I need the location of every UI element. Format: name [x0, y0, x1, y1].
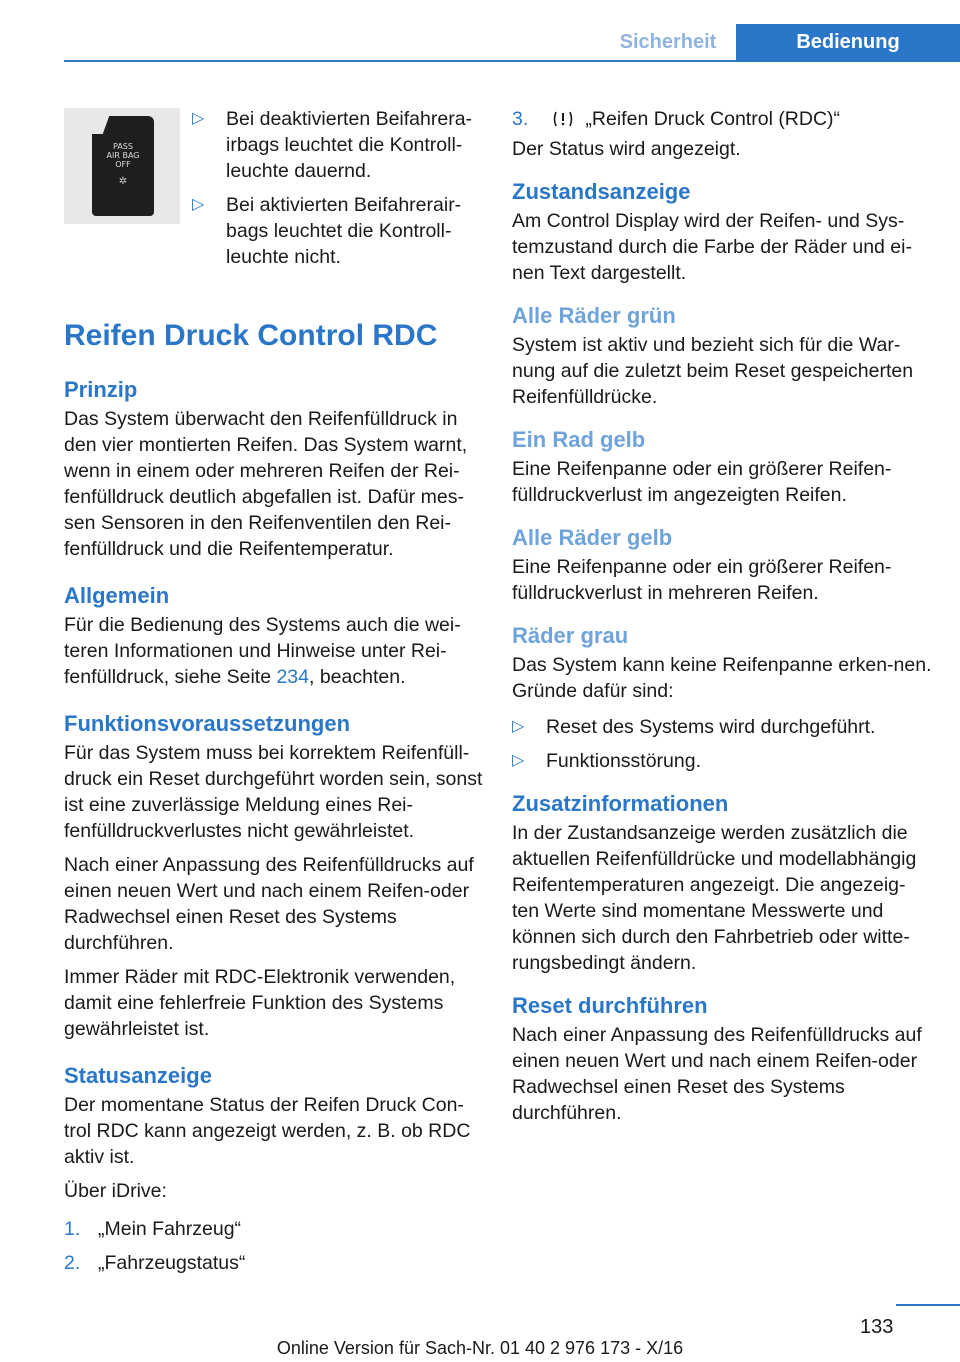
section-heading-funktionsvoraussetzungen: Funktionsvoraussetzungen	[64, 711, 351, 736]
paragraph: Am Control Display wird der Reifen- und Sys-temzustand durch die Farbe der Räder und ei-nen Text dargestellt.	[512, 210, 912, 284]
list-item	[64, 1216, 484, 1242]
subheading-alle-raeder-gelb: Alle Räder gelb	[512, 525, 673, 550]
triangle-bullet-icon: ▷	[512, 752, 525, 769]
paragraph-text: , beachten.	[309, 666, 406, 688]
paragraph: Eine Reifenpanne oder ein größerer Reifen-fülldruckverlust im angezeigten Reifen.	[512, 458, 892, 506]
tab-bedienung[interactable]: Bedienung	[736, 24, 960, 61]
section-heading-reset-durchfuehren: Reset durchführen	[512, 993, 708, 1018]
section-heading-statusanzeige: Statusanzeige	[64, 1063, 212, 1088]
list-item	[512, 106, 932, 132]
paragraph: Der momentane Status der Reifen Druck Con-trol RDC kann angezeigt werden, z. B. ob RDC aktiv ist.	[64, 1094, 471, 1168]
step-text: „Mein Fahrzeug“	[98, 1218, 242, 1240]
airbag-bullet-list	[192, 106, 482, 278]
tab-sicherheit[interactable]: Sicherheit	[600, 24, 736, 61]
paragraph-text: Für die Bedienung des Systems auch die wei-teren Informationen und Hinweise unter Rei-fenfülldruck, siehe Seite	[64, 614, 461, 688]
footer-online-version: Online Version für Sach-Nr. 01 40 2 976 173 - X/16	[276, 1338, 684, 1358]
step-text: „Reifen Druck Control (RDC)“	[585, 108, 841, 130]
bullet-text: Bei deaktivierten Beifahrera-irbags leuchtet die Kontroll-leuchte dauernd.	[226, 108, 473, 182]
triangle-bullet-icon: ▷	[192, 110, 205, 127]
list-item	[192, 106, 482, 184]
header-rule	[64, 60, 960, 62]
step-number: 1.	[64, 1218, 81, 1240]
paragraph: In der Zustandsanzeige werden zusätzlich die aktuellen Reifenfülldrücke und modellabhängig Reifentemperaturen angezeigt. Die angezeig-ten Werte sind momentane Messwerte und können sich durch den Fahrbetrieb oder witte-rungsbedingt ändern.	[512, 822, 917, 974]
airbag-label-line1: PASS	[113, 142, 133, 151]
seat-airbag-icon: ✲	[118, 176, 128, 187]
step-text: „Fahrzeugstatus“	[98, 1252, 246, 1274]
subheading-alle-raeder-gruen: Alle Räder grün	[512, 303, 676, 328]
list-item	[192, 192, 482, 270]
section-heading-prinzip: Prinzip	[64, 377, 138, 402]
step-number: 2.	[64, 1252, 81, 1274]
paragraph: Über iDrive:	[64, 1180, 167, 1202]
right-column	[512, 106, 932, 1134]
paragraph: System ist aktiv und bezieht sich für die War-nung auf die zuletzt beim Reset gespeicherten Reifenfülldrücke.	[512, 334, 914, 408]
subheading-ein-rad-gelb: Ein Rad gelb	[512, 427, 646, 452]
footer-rule	[896, 1304, 960, 1306]
paragraph: Das System überwacht den Reifenfülldruck in den vier montierten Reifen. Das System warnt, wenn in einem oder mehreren Reifen der Rei-fenfülldruck deutlich abgefallen ist. Dafür mes-sen Sensoren in den Reifenventilen den Rei-fenfülldruck und die Reifentemperatur.	[64, 408, 468, 560]
paragraph: Nach einer Anpassung des Reifenfülldrucks auf einen neuen Wert und nach einem Reifen-oder Radwechsel einen Reset des Systems durchführen.	[512, 1024, 922, 1124]
passenger-airbag-off-image	[64, 108, 180, 224]
paragraph: Für das System muss bei korrektem Reifenfüll-druck ein Reset durchgeführt worden sein, sonst ist eine zuverlässige Meldung eines Rei-fenfülldruckverlustes nicht gewährleistet.	[64, 742, 483, 842]
list-item	[64, 1250, 484, 1276]
tire-pressure-warning-icon	[552, 110, 574, 128]
airbag-label-line3: OFF	[115, 160, 131, 169]
airbag-switch-icon	[92, 116, 154, 216]
bullet-text: Bei aktivierten Beifahrerair-bags leuchtet die Kontroll-leuchte nicht.	[226, 194, 462, 268]
triangle-bullet-icon: ▷	[512, 718, 525, 735]
page-number: 133	[860, 1316, 894, 1338]
step-number: 3.	[512, 108, 529, 130]
list-item	[512, 714, 932, 740]
paragraph: Das System kann keine Reifenpanne erken-nen. Gründe dafür sind:	[512, 654, 932, 702]
subheading-raeder-grau: Räder grau	[512, 623, 629, 648]
section-heading-allgemein: Allgemein	[64, 583, 170, 608]
triangle-bullet-icon: ▷	[192, 196, 205, 213]
left-column	[64, 376, 484, 1284]
paragraph: Immer Räder mit RDC-Elektronik verwenden, damit eine fehlerfreie Funktion des Systems gewährleistet ist.	[64, 966, 456, 1040]
paragraph: Der Status wird angezeigt.	[512, 138, 741, 160]
airbag-label-line2: AIR BAG	[106, 151, 140, 160]
bullet-text: Funktionsstörung.	[546, 750, 702, 772]
paragraph	[64, 612, 484, 690]
section-heading-zustandsanzeige: Zustandsanzeige	[512, 179, 691, 204]
list-item	[512, 748, 932, 774]
section-heading-zusatzinformationen: Zusatzinformationen	[512, 791, 729, 816]
paragraph: Nach einer Anpassung des Reifenfülldrucks auf einen neuen Wert und nach einem Reifen-oder Radwechsel einen Reset des Systems durchführen.	[64, 854, 474, 954]
bullet-text: Reset des Systems wird durchgeführt.	[546, 716, 876, 738]
page-link-234[interactable]: 234	[276, 666, 309, 688]
paragraph: Eine Reifenpanne oder ein größerer Reifen-fülldruckverlust in mehreren Reifen.	[512, 556, 892, 604]
airbag-image-label	[92, 142, 154, 169]
page-title: Reifen Druck Control RDC	[64, 319, 438, 352]
